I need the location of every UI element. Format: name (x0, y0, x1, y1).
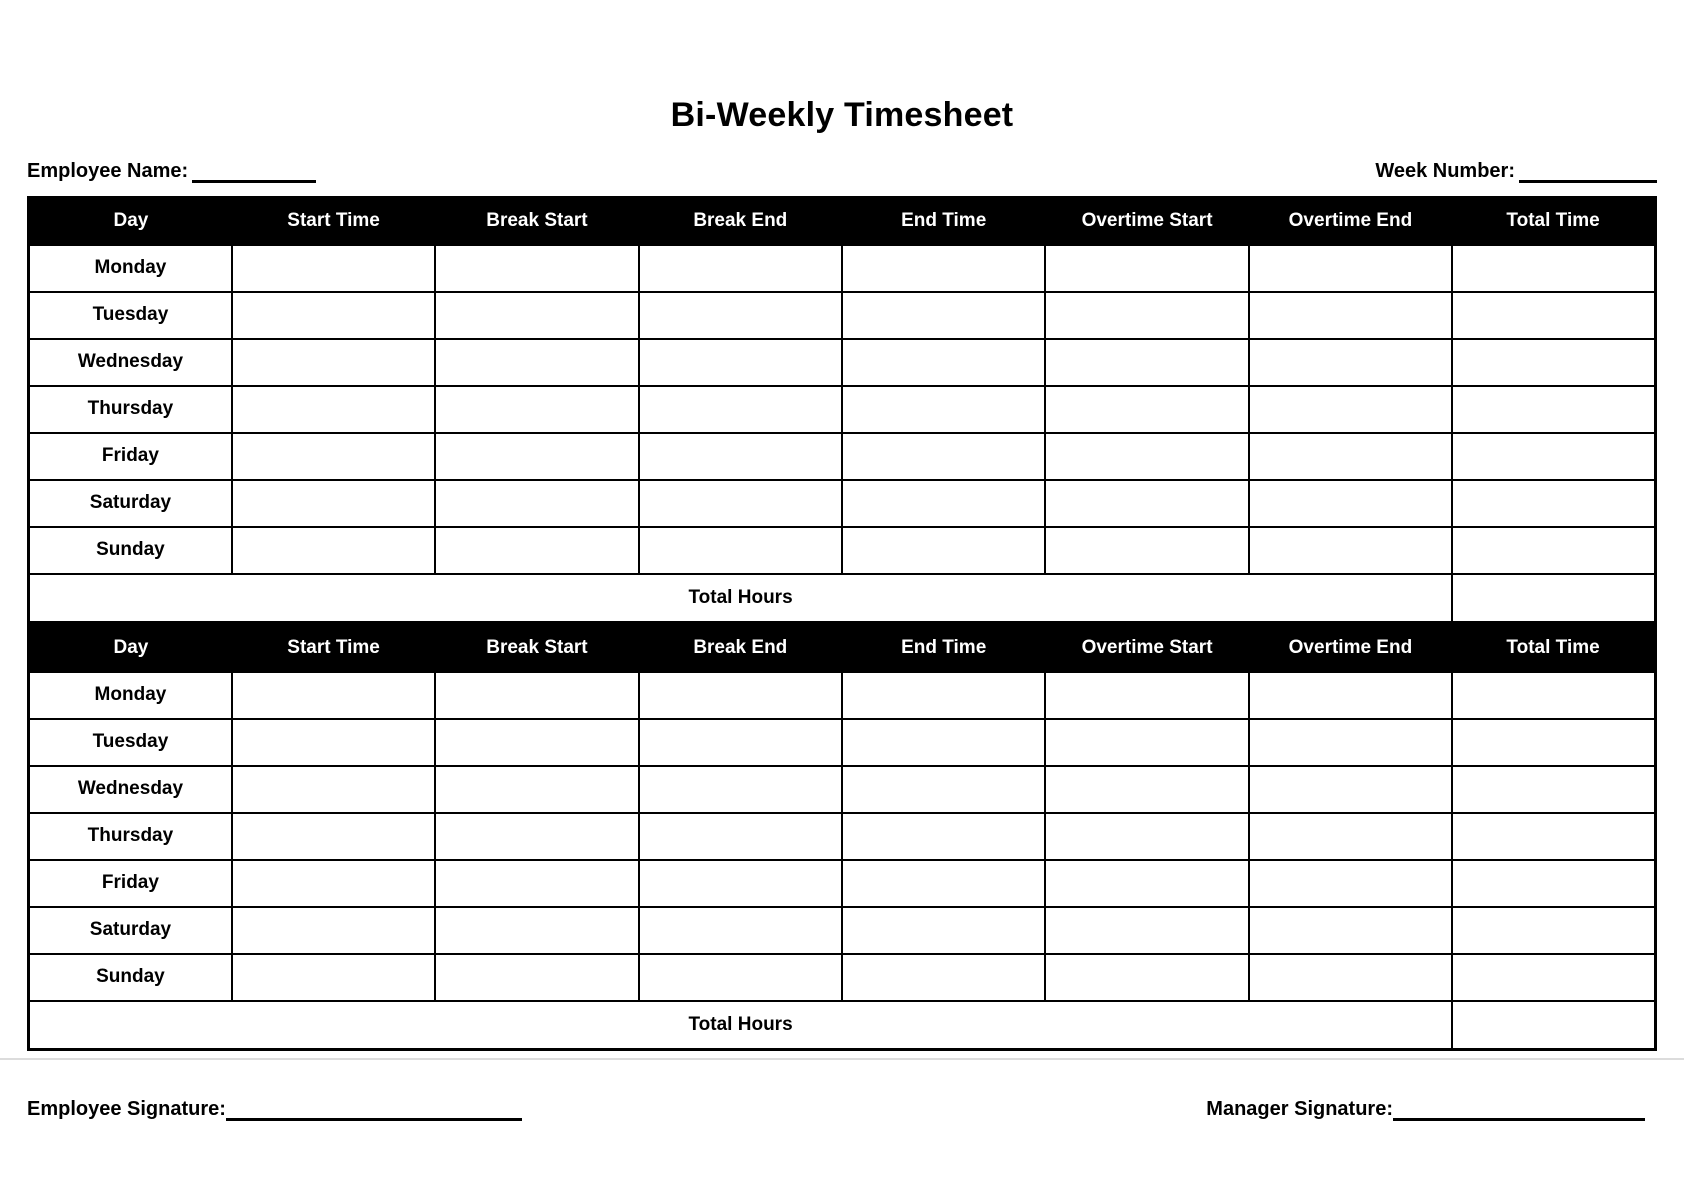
start-time-cell-wednesday-week-2[interactable] (232, 766, 435, 813)
column-header-overtime-start: Overtime Start (1045, 198, 1248, 245)
overtime-end-cell-wednesday-week-1[interactable] (1249, 339, 1452, 386)
day-label-monday: Monday (29, 672, 232, 719)
overtime-end-cell-monday-week-1[interactable] (1249, 245, 1452, 292)
day-label-saturday: Saturday (29, 907, 232, 954)
overtime-start-cell-tuesday-week-1[interactable] (1045, 292, 1248, 339)
break-end-cell-sunday-week-2[interactable] (639, 954, 842, 1001)
overtime-end-cell-friday-week-1[interactable] (1249, 433, 1452, 480)
employee-name-blank-line[interactable] (192, 163, 316, 183)
day-label-thursday: Thursday (29, 386, 232, 433)
break-end-cell-saturday-week-1[interactable] (639, 480, 842, 527)
day-row-monday-week-2 (29, 672, 1656, 719)
overtime-end-cell-friday-week-2[interactable] (1249, 860, 1452, 907)
break-end-cell-friday-week-2[interactable] (639, 860, 842, 907)
end-time-cell-thursday-week-1[interactable] (842, 386, 1045, 433)
day-label-friday: Friday (29, 433, 232, 480)
column-header-day: Day (29, 198, 232, 245)
total-time-cell-tuesday-week-2[interactable] (1452, 719, 1655, 766)
start-time-cell-saturday-week-1[interactable] (232, 480, 435, 527)
manager-signature-field (1206, 1098, 1645, 1121)
week-number-field (1375, 160, 1657, 183)
break-start-cell-tuesday-week-2[interactable] (435, 719, 638, 766)
break-start-cell-tuesday-week-1[interactable] (435, 292, 638, 339)
break-start-cell-saturday-week-1[interactable] (435, 480, 638, 527)
start-time-cell-monday-week-1[interactable] (232, 245, 435, 292)
break-start-cell-monday-week-1[interactable] (435, 245, 638, 292)
column-header-end-time: End Time (842, 198, 1045, 245)
day-label-tuesday: Tuesday (29, 719, 232, 766)
break-start-cell-wednesday-week-2[interactable] (435, 766, 638, 813)
meta-row (27, 160, 1657, 183)
overtime-start-cell-wednesday-week-2[interactable] (1045, 766, 1248, 813)
day-label-friday: Friday (29, 860, 232, 907)
end-time-cell-wednesday-week-2[interactable] (842, 766, 1045, 813)
end-time-cell-sunday-week-2[interactable] (842, 954, 1045, 1001)
page-title: Bi-Weekly Timesheet (670, 96, 1014, 134)
end-time-cell-friday-week-1[interactable] (842, 433, 1045, 480)
total-time-cell-monday-week-1[interactable] (1452, 245, 1655, 292)
column-header-overtime-start: Overtime Start (1045, 625, 1248, 672)
manager-signature-label: Manager Signature: (1206, 1098, 1393, 1120)
total-time-cell-friday-week-2[interactable] (1452, 860, 1655, 907)
bottom-divider (0, 1058, 1684, 1060)
week-number-blank-line[interactable] (1519, 163, 1657, 183)
start-time-cell-friday-week-2[interactable] (232, 860, 435, 907)
break-end-cell-sunday-week-1[interactable] (639, 527, 842, 574)
break-end-cell-friday-week-1[interactable] (639, 433, 842, 480)
total-time-cell-saturday-week-2[interactable] (1452, 907, 1655, 954)
break-start-cell-friday-week-1[interactable] (435, 433, 638, 480)
overtime-start-cell-thursday-week-1[interactable] (1045, 386, 1248, 433)
day-row-sunday-week-1 (29, 527, 1656, 574)
end-time-cell-wednesday-week-1[interactable] (842, 339, 1045, 386)
total-time-cell-thursday-week-1[interactable] (1452, 386, 1655, 433)
break-start-cell-thursday-week-1[interactable] (435, 386, 638, 433)
column-header-overtime-end: Overtime End (1249, 198, 1452, 245)
total-time-cell-sunday-week-2[interactable] (1452, 954, 1655, 1001)
overtime-start-cell-saturday-week-1[interactable] (1045, 480, 1248, 527)
day-row-tuesday-week-1 (29, 292, 1656, 339)
overtime-start-cell-sunday-week-1[interactable] (1045, 527, 1248, 574)
column-header-end-time: End Time (842, 625, 1045, 672)
break-end-cell-wednesday-week-2[interactable] (639, 766, 842, 813)
break-end-cell-tuesday-week-1[interactable] (639, 292, 842, 339)
break-start-cell-sunday-week-1[interactable] (435, 527, 638, 574)
day-row-sunday-week-2 (29, 954, 1656, 1001)
total-time-cell-saturday-week-1[interactable] (1452, 480, 1655, 527)
overtime-start-cell-sunday-week-2[interactable] (1045, 954, 1248, 1001)
end-time-cell-saturday-week-1[interactable] (842, 480, 1045, 527)
total-hours-label: Total Hours (29, 574, 1453, 623)
day-row-wednesday-week-2 (29, 766, 1656, 813)
column-header-break-start: Break Start (435, 198, 638, 245)
break-end-cell-wednesday-week-1[interactable] (639, 339, 842, 386)
overtime-start-cell-monday-week-2[interactable] (1045, 672, 1248, 719)
total-time-cell-friday-week-1[interactable] (1452, 433, 1655, 480)
end-time-cell-thursday-week-2[interactable] (842, 813, 1045, 860)
employee-name-field (27, 160, 316, 183)
day-label-thursday: Thursday (29, 813, 232, 860)
employee-signature-field (27, 1098, 522, 1121)
overtime-end-cell-sunday-week-1[interactable] (1249, 527, 1452, 574)
day-row-wednesday-week-1 (29, 339, 1656, 386)
start-time-cell-friday-week-1[interactable] (232, 433, 435, 480)
day-label-wednesday: Wednesday (29, 339, 232, 386)
manager-signature-blank-line[interactable] (1393, 1101, 1645, 1121)
break-start-cell-monday-week-2[interactable] (435, 672, 638, 719)
timesheet-table-week-2 (27, 623, 1657, 1051)
overtime-end-cell-wednesday-week-2[interactable] (1249, 766, 1452, 813)
overtime-end-cell-saturday-week-1[interactable] (1249, 480, 1452, 527)
start-time-cell-tuesday-week-1[interactable] (232, 292, 435, 339)
end-time-cell-tuesday-week-1[interactable] (842, 292, 1045, 339)
total-time-cell-wednesday-week-2[interactable] (1452, 766, 1655, 813)
overtime-end-cell-saturday-week-2[interactable] (1249, 907, 1452, 954)
end-time-cell-sunday-week-1[interactable] (842, 527, 1045, 574)
overtime-start-cell-tuesday-week-2[interactable] (1045, 719, 1248, 766)
overtime-start-cell-monday-week-1[interactable] (1045, 245, 1248, 292)
day-label-saturday: Saturday (29, 480, 232, 527)
day-row-saturday-week-1 (29, 480, 1656, 527)
employee-signature-blank-line[interactable] (226, 1101, 522, 1121)
break-end-cell-monday-week-1[interactable] (639, 245, 842, 292)
overtime-end-cell-sunday-week-2[interactable] (1249, 954, 1452, 1001)
overtime-end-cell-monday-week-2[interactable] (1249, 672, 1452, 719)
end-time-cell-friday-week-2[interactable] (842, 860, 1045, 907)
break-end-cell-thursday-week-1[interactable] (639, 386, 842, 433)
day-row-thursday-week-2 (29, 813, 1656, 860)
overtime-start-cell-thursday-week-2[interactable] (1045, 813, 1248, 860)
day-row-thursday-week-1 (29, 386, 1656, 433)
start-time-cell-tuesday-week-2[interactable] (232, 719, 435, 766)
start-time-cell-sunday-week-1[interactable] (232, 527, 435, 574)
day-label-tuesday: Tuesday (29, 292, 232, 339)
employee-signature-label: Employee Signature: (27, 1098, 226, 1120)
timesheet-table-week-1 (27, 196, 1657, 624)
day-row-friday-week-1 (29, 433, 1656, 480)
column-header-break-start: Break Start (435, 625, 638, 672)
column-header-overtime-end: Overtime End (1249, 625, 1452, 672)
break-end-cell-saturday-week-2[interactable] (639, 907, 842, 954)
day-label-monday: Monday (29, 245, 232, 292)
total-time-cell-monday-week-2[interactable] (1452, 672, 1655, 719)
header-row-week-1 (29, 198, 1656, 245)
column-header-total-time: Total Time (1452, 198, 1655, 245)
start-time-cell-thursday-week-1[interactable] (232, 386, 435, 433)
overtime-start-cell-wednesday-week-1[interactable] (1045, 339, 1248, 386)
day-row-saturday-week-2 (29, 907, 1656, 954)
week-number-label: Week Number: (1375, 160, 1515, 182)
column-header-start-time: Start Time (232, 198, 435, 245)
employee-name-label: Employee Name: (27, 160, 189, 182)
overtime-start-cell-friday-week-1[interactable] (1045, 433, 1248, 480)
overtime-start-cell-saturday-week-2[interactable] (1045, 907, 1248, 954)
break-start-cell-friday-week-2[interactable] (435, 860, 638, 907)
column-header-start-time: Start Time (232, 625, 435, 672)
start-time-cell-monday-week-2[interactable] (232, 672, 435, 719)
start-time-cell-thursday-week-2[interactable] (232, 813, 435, 860)
break-start-cell-thursday-week-2[interactable] (435, 813, 638, 860)
break-start-cell-wednesday-week-1[interactable] (435, 339, 638, 386)
end-time-cell-tuesday-week-2[interactable] (842, 719, 1045, 766)
end-time-cell-monday-week-2[interactable] (842, 672, 1045, 719)
start-time-cell-sunday-week-2[interactable] (232, 954, 435, 1001)
end-time-cell-monday-week-1[interactable] (842, 245, 1045, 292)
break-end-cell-thursday-week-2[interactable] (639, 813, 842, 860)
total-time-cell-wednesday-week-1[interactable] (1452, 339, 1655, 386)
start-time-cell-wednesday-week-1[interactable] (232, 339, 435, 386)
total-time-cell-tuesday-week-1[interactable] (1452, 292, 1655, 339)
total-time-cell-sunday-week-1[interactable] (1452, 527, 1655, 574)
total-hours-row-week-1 (29, 574, 1656, 623)
break-end-cell-monday-week-2[interactable] (639, 672, 842, 719)
end-time-cell-saturday-week-2[interactable] (842, 907, 1045, 954)
signature-row (27, 1098, 1657, 1121)
column-header-day: Day (29, 625, 232, 672)
break-end-cell-tuesday-week-2[interactable] (639, 719, 842, 766)
total-hours-value-cell-week-2[interactable] (1452, 1001, 1655, 1050)
column-header-total-time: Total Time (1452, 625, 1655, 672)
overtime-end-cell-tuesday-week-1[interactable] (1249, 292, 1452, 339)
day-label-sunday: Sunday (29, 527, 232, 574)
total-hours-row-week-2 (29, 1001, 1656, 1050)
overtime-end-cell-thursday-week-2[interactable] (1249, 813, 1452, 860)
overtime-end-cell-thursday-week-1[interactable] (1249, 386, 1452, 433)
day-row-tuesday-week-2 (29, 719, 1656, 766)
overtime-start-cell-friday-week-2[interactable] (1045, 860, 1248, 907)
total-hours-label: Total Hours (29, 1001, 1453, 1050)
day-label-wednesday: Wednesday (29, 766, 232, 813)
start-time-cell-saturday-week-2[interactable] (232, 907, 435, 954)
total-time-cell-thursday-week-2[interactable] (1452, 813, 1655, 860)
day-label-sunday: Sunday (29, 954, 232, 1001)
header-row-week-2 (29, 625, 1656, 672)
day-row-monday-week-1 (29, 245, 1656, 292)
overtime-end-cell-tuesday-week-2[interactable] (1249, 719, 1452, 766)
break-start-cell-sunday-week-2[interactable] (435, 954, 638, 1001)
total-hours-value-cell-week-1[interactable] (1452, 574, 1655, 623)
column-header-break-end: Break End (639, 625, 842, 672)
column-header-break-end: Break End (639, 198, 842, 245)
break-start-cell-saturday-week-2[interactable] (435, 907, 638, 954)
day-row-friday-week-2 (29, 860, 1656, 907)
